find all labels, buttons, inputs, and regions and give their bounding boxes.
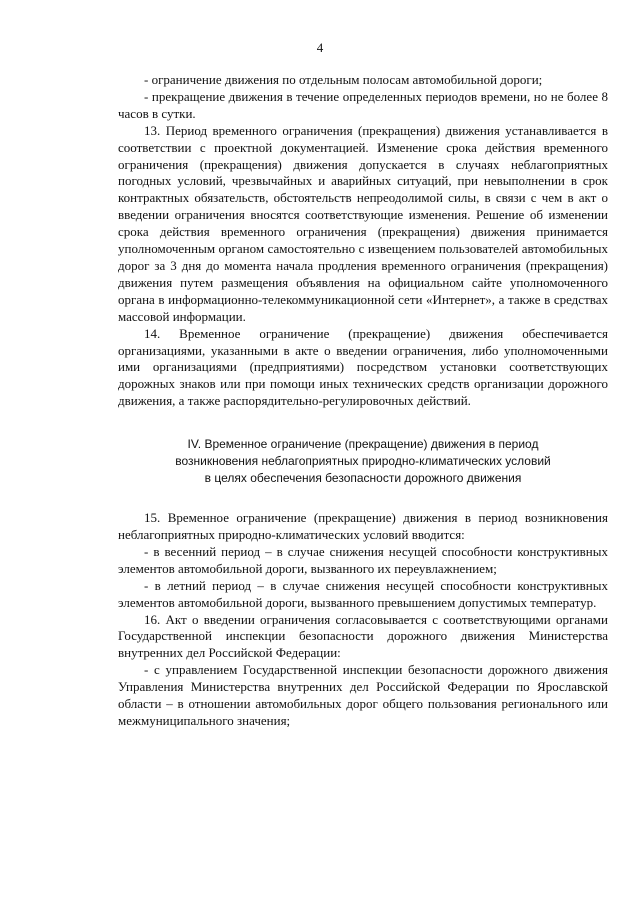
paragraph-13: 13. Период временного ограничения (прекращения) движения устанавливается в соответствии с проектной документацией. Изменение срока действия временного ограничения (прекращения) движения допускается в случаях неблагоприятных погодных условий, чрезвычайных и аварийных ситуаций, при невыполнении в срок контрактных обязательств, обстоятельств непреодолимой силы, в связи с чем в акт о введении ограничения вносятся соответствующие изменения. Решение об изменении срока действия временного ограничения (прекращения) движения принимается уполномоченным органом самостоятельно с извещением пользователей автомобильных дорог за 3 дня до момента начала продления временного ограничения (прекращения) движения путем размещения объявления на официальном сайте уполномоченного органа в информационно-телекоммуникационной сети «Интернет», а также в средствах массовой информации. [118, 122, 608, 324]
section-heading-line-2: возникновения неблагоприятных природно-климатических условий [175, 454, 551, 469]
list-item-time-suspension: - прекращение движения в течение определенных периодов времени, но не более 8 часов в сутки. [118, 88, 608, 121]
list-item-summer: - в летний период – в случае снижения несущей способности конструктивных элементов автомобильной дороги, вызванного превышением допустимых температур. [118, 577, 608, 610]
paragraph-16: 16. Акт о введении ограничения согласовывается с соответствующими органами Государственной инспекции безопасности дорожного движения Министерства внутренних дел Российской Федерации: [118, 611, 608, 661]
document-body [118, 72, 608, 730]
list-item-spring: - в весенний период – в случае снижения несущей способности конструктивных элементов автомобильной дороги, вызванного их переувлажнением; [118, 543, 608, 576]
paragraph-14: 14. Временное ограничение (прекращение) движения обеспечивается организациями, указанными в акте о введении ограничения, либо уполномоченными ими организациями (предприятиями) посредством установки соответствующих дорожных знаков или при помощи иных технических средств организации дорожного движения, а также распорядительно-регулировочных действий. [118, 325, 608, 409]
list-item-lane-restriction: - ограничение движения по отдельным полосам автомобильной дороги; [144, 72, 543, 87]
paragraph-15: 15. Временное ограничение (прекращение) движения в период возникновения неблагоприятных природно-климатических условий вводится: [118, 510, 608, 543]
list-item-regional-roads: - с управлением Государственной инспекции безопасности дорожного движения Управления Министерства внутренних дел Российской Федерации по Ярославской области – в отношении автомобильных дорог общего пользования регионального или межмуниципального значения; [118, 662, 608, 728]
section-heading [118, 436, 608, 487]
page-number: 4 [316, 40, 324, 55]
section-heading-line-3: в целях обеспечения безопасности дорожного движения [204, 471, 522, 486]
section-heading-line-1: IV. Временное ограничение (прекращение) движения в период [187, 437, 539, 452]
